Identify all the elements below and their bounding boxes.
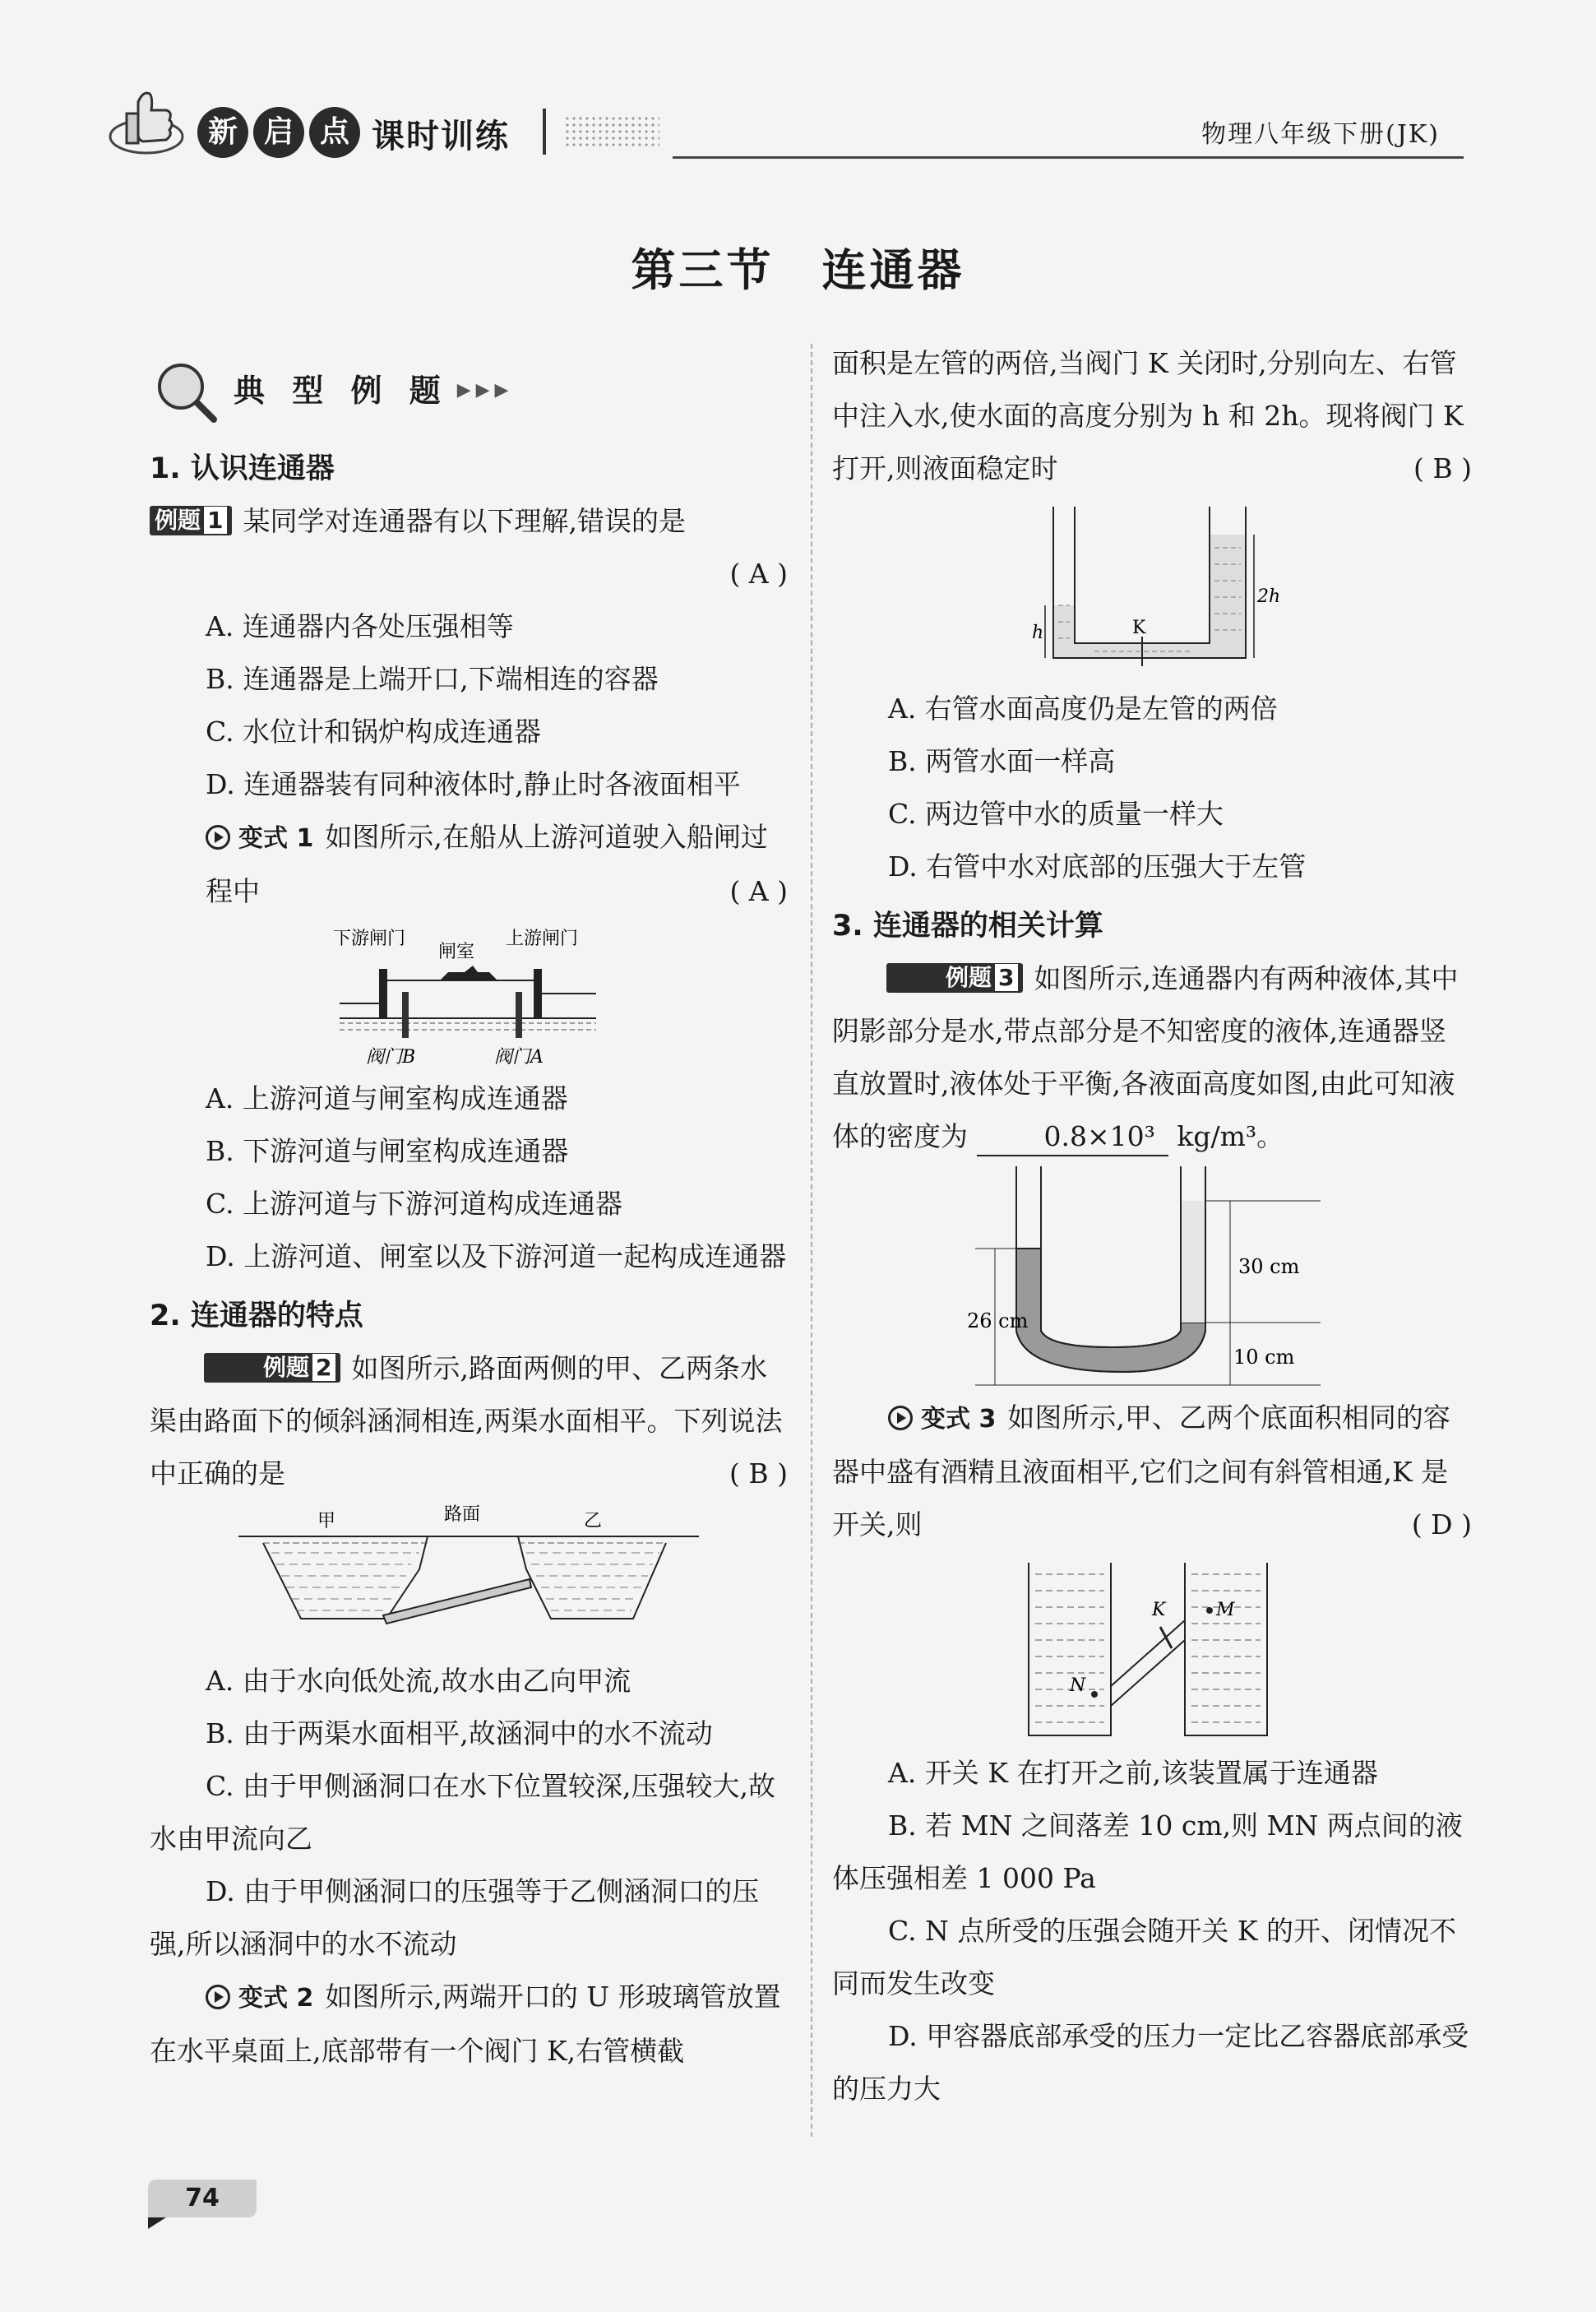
two-liquid-figure — [967, 1166, 1329, 1388]
option: B. 两管水面一样高 — [888, 745, 1116, 777]
right-column — [832, 337, 1472, 2115]
play-icon — [206, 825, 230, 850]
subsection-title-3: 3. 连通器的相关计算 — [832, 910, 1103, 943]
label-h: h — [1032, 623, 1044, 643]
section-header: 典 型 例 题 ▶▶▶ — [150, 345, 788, 436]
label-yi: 乙 — [584, 1511, 603, 1531]
play-icon — [206, 1985, 230, 2009]
label-2h: 2h — [1257, 586, 1281, 607]
ship-lock-figure — [333, 921, 604, 1069]
label-chamber: 闸室 — [438, 942, 475, 962]
option: D. 由于甲侧涵洞口的压强等于乙侧涵洞口的压强,所以涵洞中的水不流动 — [150, 1875, 760, 1960]
magnifier-icon — [150, 355, 220, 426]
answer-ex1: ( A ) — [729, 558, 788, 590]
option: D. 甲容器底部承受的压力一定比乙容器底部承受的压力大 — [832, 2020, 1469, 2105]
logo-char-2: 启 — [253, 107, 304, 158]
label-jia: 甲 — [317, 1511, 336, 1531]
example-tag: 例题 3 — [886, 963, 1023, 993]
label-30cm: 30 cm — [1238, 1255, 1300, 1278]
answer-v1: ( A ) — [729, 875, 788, 907]
answer-blank: 0.8×10³ — [977, 1119, 1168, 1156]
alcohol-tanks-figure — [1020, 1554, 1284, 1744]
example-tag: 例题 1 — [150, 506, 232, 535]
subsection-title-2: 2. 连通器的特点 — [150, 1300, 363, 1332]
label-road: 路面 — [444, 1504, 481, 1525]
option: D. 上游河道、闸室以及下游河道一起构成连通器 — [206, 1240, 787, 1272]
section-label: 典 型 例 题 — [234, 373, 449, 409]
option: C. 水位计和锅炉构成连通器 — [206, 716, 542, 748]
label-valve-b: 阀门B — [366, 1047, 416, 1068]
option: C. N 点所受的压强会随开关 K 的开、闭情况不同而发生改变 — [832, 1915, 1457, 1999]
option: A. 由于水向低处流,故水由乙向甲流 — [206, 1665, 631, 1697]
header-dots — [564, 115, 659, 148]
option: B. 若 MN 之间落差 10 cm,则 MN 两点间的液体压强相差 1 000 Pa — [832, 1809, 1463, 1894]
option: A. 连通器内各处压强相等 — [206, 610, 514, 642]
label-k2: K — [1152, 1600, 1166, 1620]
label-m: M — [1216, 1600, 1235, 1620]
variant-2-continued: 面积是左管的两倍,当阀门 K 关闭时,分别向左、右管中注入水,使水面的高度分别为 h 和 2h。现将阀门 K 打开,则液面稳定时 ( B ) — [832, 337, 1472, 495]
subsection-title-1: 1. 认识连通器 — [150, 452, 335, 485]
page-number: 74 — [148, 2180, 257, 2217]
column-divider — [811, 344, 812, 2137]
answer-v2: ( B ) — [1413, 452, 1472, 484]
example-3: 例题 3 如图所示,连通器内有两种液体,其中阴影部分是水,带点部分是不知密度的液体,连通器竖直放置时,液体处于平衡,各液面高度如图,由此可知液体的密度为 0.8×10³ kg/m³。 — [832, 952, 1472, 1163]
label-up-gate: 上游闸门 — [506, 929, 579, 949]
header-rule — [673, 156, 1464, 159]
left-column — [150, 345, 788, 2078]
option: C. 由于甲侧涵洞口在水下位置较深,压强较大,故水由甲流向乙 — [150, 1770, 776, 1855]
page-number-tab — [148, 2217, 166, 2229]
logo-char-1: 新 — [197, 107, 248, 158]
variant-3: 变式 3 如图所示,甲、乙两个底面积相同的容器中盛有酒精且液面相平,它们之间有斜管相通,K 是开关,则 ( D ) — [832, 1392, 1472, 1551]
label-n: N — [1070, 1675, 1086, 1696]
label-26cm: 26 cm — [967, 1309, 1029, 1332]
example-tag: 例题 2 — [204, 1353, 340, 1383]
page-title: 第三节 连通器 — [631, 244, 965, 296]
u-tube-figure — [1029, 498, 1281, 679]
thumbs-up-icon — [105, 86, 196, 164]
option: B. 由于两渠水面相平,故涵洞中的水不流动 — [206, 1717, 713, 1749]
option: D. 连通器装有同种液体时,静止时各液面相平 — [206, 768, 741, 800]
label-10cm: 10 cm — [1233, 1346, 1295, 1369]
answer-v3: ( D ) — [1411, 1508, 1472, 1541]
option: A. 开关 K 在打开之前,该装置属于连通器 — [888, 1757, 1378, 1789]
example-1: 例题 1 某同学对连通器有以下理解,错误的是 — [150, 495, 788, 548]
culvert-figure — [238, 1503, 699, 1652]
book-title: 物理八年级下册(JK) — [1201, 120, 1440, 149]
option: D. 右管中水对底部的压强大于左管 — [888, 850, 1307, 883]
answer-ex2: ( B ) — [729, 1457, 788, 1490]
label-down-gate: 下游闸门 — [333, 929, 406, 949]
option: C. 两边管中水的质量一样大 — [888, 798, 1224, 830]
variant-2: 变式 2 如图所示,两端开口的 U 形玻璃管放置在水平桌面上,底部带有一个阀门 K,右管横截 — [150, 1981, 781, 2067]
option: C. 上游河道与下游河道构成连通器 — [206, 1188, 623, 1220]
logo-char-3: 点 — [309, 107, 360, 158]
series-title: 课时训练 — [372, 118, 510, 155]
option: A. 右管水面高度仍是左管的两倍 — [888, 693, 1278, 725]
option: A. 上游河道与闸室构成连通器 — [206, 1082, 568, 1114]
label-k: K — [1132, 618, 1146, 638]
option: B. 下游河道与闸室构成连通器 — [206, 1135, 569, 1167]
example-2: 例题 2 如图所示,路面两侧的甲、乙两条水渠由路面下的倾斜涵洞相连,两渠水面相平。下列说法中正确的是 ( B ) — [150, 1342, 788, 1500]
play-icon — [888, 1406, 913, 1430]
header-divider — [543, 109, 546, 155]
option: B. 连通器是上端开口,下端相连的容器 — [206, 663, 659, 695]
label-valve-a: 阀门A — [494, 1047, 544, 1068]
variant-1: 变式 1 如图所示,在船从上游河道驶入船闸过程中 ( A ) — [150, 811, 788, 918]
